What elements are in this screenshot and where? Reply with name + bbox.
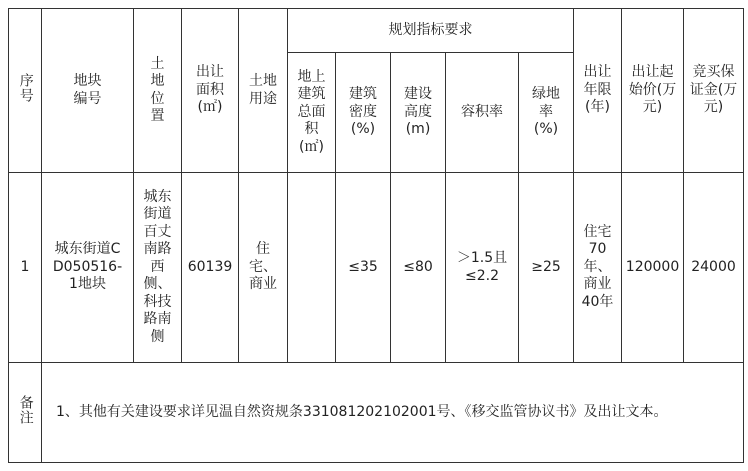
cell-height: ≤80	[391, 173, 446, 363]
cell-seq: 1	[9, 173, 42, 363]
cell-term: 住宅70年、商业40年	[574, 173, 622, 363]
header-gfa: 地上建筑总面积(㎡)	[288, 53, 336, 173]
cell-deposit: 24000	[684, 173, 744, 363]
header-area: 出让面积(㎡)	[182, 9, 239, 173]
remarks-text: 1、其他有关建设要求详见温自然资规条331081202102001号、《移交监管协议书》及出让文本。	[42, 363, 744, 463]
cell-use: 住宅、商业	[239, 173, 288, 363]
header-density: 建筑密度(%)	[336, 53, 391, 173]
header-seq: 序号	[9, 9, 42, 173]
cell-location: 城东街道百丈南路西侧、科技路南侧	[134, 173, 182, 363]
data-row	[9, 173, 744, 363]
header-use: 土地用途	[239, 9, 288, 173]
header-green: 绿地率(%)	[519, 53, 574, 173]
cell-density: ≤35	[336, 173, 391, 363]
remarks-label: 备注	[9, 363, 42, 463]
header-parcel-no: 地块编号	[42, 9, 134, 173]
header-term: 出让年限(年)	[574, 9, 622, 173]
header-far: 容积率	[446, 53, 519, 173]
cell-start-price: 120000	[622, 173, 684, 363]
header-height: 建设高度(m)	[391, 53, 446, 173]
header-deposit: 竞买保证金(万元)	[684, 9, 744, 173]
header-location: 土地位置	[134, 9, 182, 173]
header-row-1	[9, 9, 744, 53]
land-auction-table	[8, 8, 744, 463]
cell-parcel-no: 城东街道CD050516-1地块	[42, 173, 134, 363]
cell-far: ＞1.5且≤2.2	[446, 173, 519, 363]
header-planning-group: 规划指标要求	[288, 9, 574, 53]
cell-gfa	[288, 173, 336, 363]
remarks-row	[9, 363, 744, 463]
cell-area: 60139	[182, 173, 239, 363]
cell-green: ≥25	[519, 173, 574, 363]
header-start-price: 出让起始价(万元)	[622, 9, 684, 173]
